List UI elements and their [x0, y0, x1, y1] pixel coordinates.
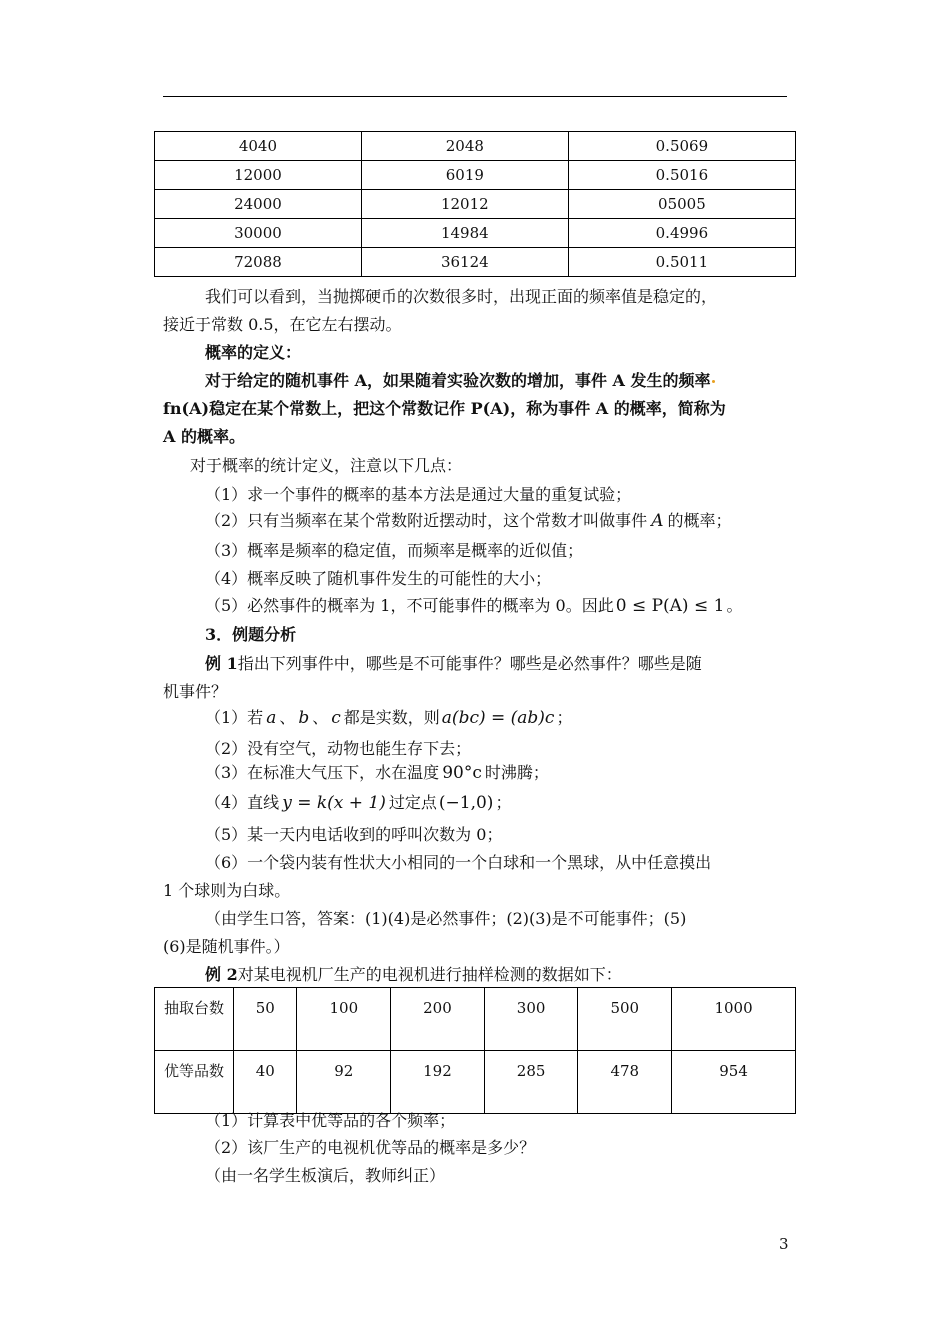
- example1-answer-line2: (6)是随机事件。）: [163, 937, 290, 956]
- example1-item6-line1: （6）一个袋内装有性状大小相同的一个白球和一个黑球，从中任意摸出: [205, 853, 712, 872]
- definition-line1: [205, 370, 715, 392]
- item3-text-b: 时沸腾；: [484, 763, 549, 782]
- table-cell: 36124: [361, 248, 568, 277]
- table-row: [155, 190, 796, 219]
- example1-line1-text: 指出下列事件中，哪些是不可能事件？哪些是必然事件？哪些是随: [237, 654, 702, 673]
- note-2-text-a: （2）只有当频率在某个常数附近摆动时，这个常数才叫做事件: [205, 511, 648, 530]
- table-row: [155, 161, 796, 190]
- table-row: [155, 219, 796, 248]
- definition-heading: 概率的定义：: [205, 343, 302, 362]
- table-cell: 05005: [568, 190, 795, 219]
- definition-line3: A 的概率。: [163, 427, 245, 446]
- example2-line1-text: 对某电视机厂生产的电视机进行抽样检测的数据如下：: [237, 965, 622, 984]
- table-cell: 1000: [672, 988, 796, 1051]
- note-5: [205, 595, 742, 617]
- notes-intro: 对于概率的统计定义，注意以下几点：: [190, 456, 463, 475]
- item1-sep2: 、: [312, 708, 329, 727]
- header-rule: [163, 96, 787, 97]
- math-temperature: 90°c: [442, 763, 482, 783]
- math-line-equation: y = k(x + 1): [282, 793, 386, 813]
- item3-text-a: （3）在标准大气压下，水在温度: [205, 763, 440, 782]
- table-cell: 192: [391, 1051, 485, 1114]
- example1-item1: [205, 707, 572, 729]
- math-b: b: [298, 708, 310, 728]
- table-cell: 6019: [361, 161, 568, 190]
- table-cell: 40: [234, 1051, 297, 1114]
- example2-question3: （由一名学生板演后，教师纠正）: [205, 1166, 446, 1185]
- item1-text-c: ；: [556, 708, 573, 727]
- table-cell: 300: [484, 988, 578, 1051]
- item4-text-b: 过定点: [388, 793, 437, 812]
- item1-text-b: 都是实数，则: [343, 708, 440, 727]
- note-2-text-b: 的概率；: [667, 511, 732, 530]
- table-row: [155, 988, 796, 1051]
- table-row: [155, 248, 796, 277]
- table-cell: 92: [297, 1051, 391, 1114]
- note-5-text-a: （5）必然事件的概率为 1，不可能事件的概率为 0。因此: [205, 596, 614, 615]
- table-cell: 478: [578, 1051, 672, 1114]
- math-c: c: [331, 708, 341, 728]
- example1-item5: （5）某一天内电话收到的呼叫次数为 0；: [205, 825, 503, 844]
- tv-inspection-table: [154, 987, 796, 1114]
- math-a: a: [266, 708, 277, 728]
- row-header-sampled: 抽取台数: [155, 988, 234, 1051]
- table-cell: 100: [297, 988, 391, 1051]
- example2-question1: （1）计算表中优等品的各个频率；: [205, 1111, 456, 1130]
- mark-dot: [712, 380, 715, 383]
- note-3: （3）概率是频率的稳定值，而频率是概率的近似值；: [205, 541, 584, 560]
- note-4: （4）概率反映了随机事件发生的可能性的大小；: [205, 569, 552, 588]
- math-fixed-point: (−1,0): [438, 793, 494, 813]
- table-cell: 200: [391, 988, 485, 1051]
- table-cell: 0.5016: [568, 161, 795, 190]
- table-cell: 30000: [155, 219, 362, 248]
- example1-line2: 机事件？: [163, 682, 228, 701]
- item4-text-a: （4）直线: [205, 793, 280, 812]
- table-cell: 954: [672, 1051, 796, 1114]
- item1-sep1: 、: [279, 708, 296, 727]
- table-cell: 72088: [155, 248, 362, 277]
- table-cell: 0.5011: [568, 248, 795, 277]
- table-cell: 285: [484, 1051, 578, 1114]
- table-cell: 0.4996: [568, 219, 795, 248]
- table-row: [155, 1051, 796, 1114]
- table-cell: 2048: [361, 132, 568, 161]
- note-1: （1）求一个事件的概率的基本方法是通过大量的重复试验；: [205, 485, 632, 504]
- section-heading: 3．例题分析: [205, 625, 297, 644]
- note-5-text-b: 。: [726, 596, 743, 615]
- para1-line1: 我们可以看到，当抛掷硬币的次数很多时，出现正面的频率值是稳定的，: [205, 287, 718, 306]
- table-cell: 14984: [361, 219, 568, 248]
- table-cell: 0.5069: [568, 132, 795, 161]
- note-2: [205, 510, 731, 532]
- para1-line2: 接近于常数 0.5，在它左右摆动。: [163, 315, 402, 334]
- example1-line1: [205, 653, 702, 675]
- definition-line1-text: 对于给定的随机事件 A，如果随着实验次数的增加，事件 A 发生的频率: [205, 371, 711, 390]
- table-row: [155, 132, 796, 161]
- math-event-a: A: [651, 511, 664, 531]
- row-header-quality: 优等品数: [155, 1051, 234, 1114]
- math-probability-range: 0 ≤ P(A) ≤ 1: [615, 596, 725, 616]
- page-number: 3: [779, 1235, 789, 1253]
- definition-line2: fn(A)稳定在某个常数上，把这个常数记作 P(A)，称为事件 A 的概率，简称为: [163, 399, 726, 418]
- item1-text-a: （1）若: [205, 708, 264, 727]
- table-cell: 50: [234, 988, 297, 1051]
- table-cell: 12012: [361, 190, 568, 219]
- example1-answer-line1: （由学生口答，答案：(1)(4)是必然事件；(2)(3)是不可能事件；(5): [205, 909, 687, 928]
- example1-item3: [205, 762, 549, 784]
- item4-text-c: ；: [495, 793, 512, 812]
- example2-label: 例 2: [205, 965, 238, 984]
- example1-item2: （2）没有空气，动物也能生存下去；: [205, 739, 472, 758]
- coin-toss-table: [154, 131, 796, 277]
- table-cell: 24000: [155, 190, 362, 219]
- example1-label: 例 1: [205, 654, 238, 673]
- example1-item4: [205, 792, 511, 814]
- math-associativity: a(bc) = (ab)c: [441, 708, 555, 728]
- table-cell: 12000: [155, 161, 362, 190]
- example2-line1: [205, 964, 622, 986]
- example2-question2: （2）该厂生产的电视机优等品的概率是多少？: [205, 1138, 536, 1157]
- example1-item6-line2: 1 个球则为白球。: [163, 881, 291, 900]
- table-cell: 4040: [155, 132, 362, 161]
- table-cell: 500: [578, 988, 672, 1051]
